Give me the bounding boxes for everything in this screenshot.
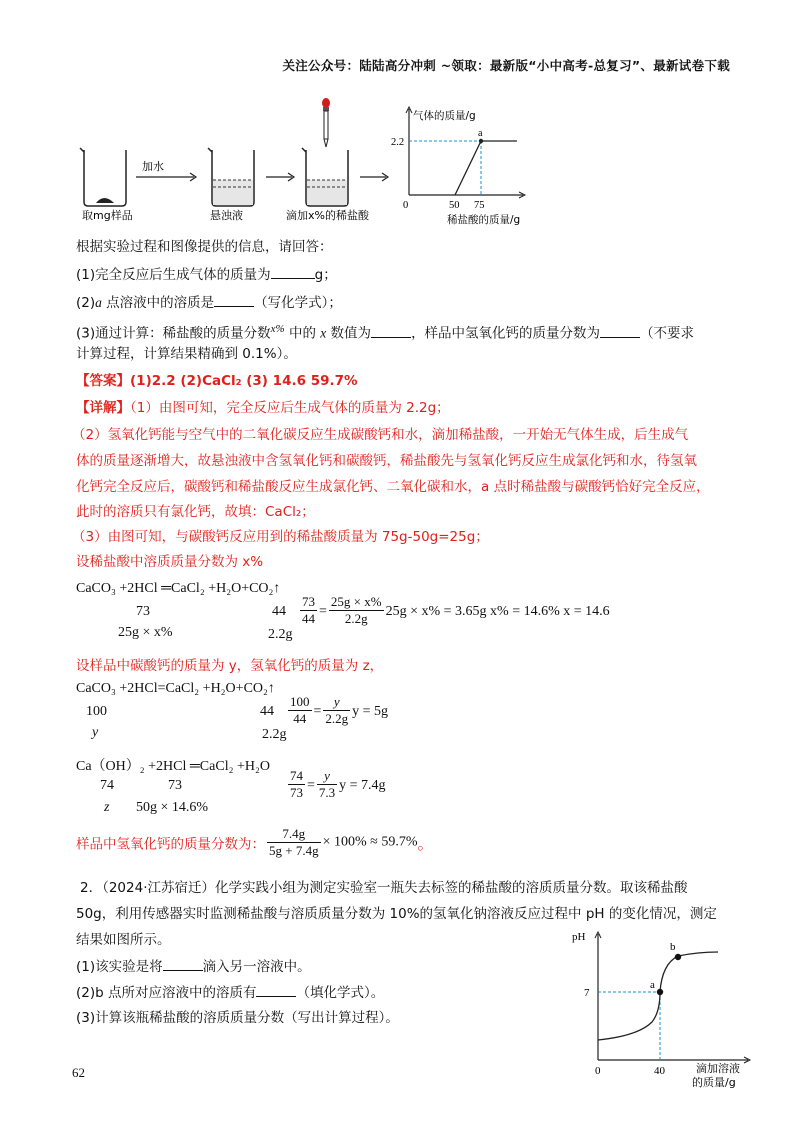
ph-curve: [598, 952, 718, 1040]
ph-graph-y-tick: 7: [584, 987, 590, 999]
ph-point-b-label: b: [670, 941, 676, 953]
q2-part2: (2)b 点所对应溶液中的溶质有 （填化学式）。: [76, 982, 384, 1003]
calc3-mass-2: 73: [168, 778, 182, 793]
calc2-mass-1: 100: [86, 704, 107, 719]
gas-mass-graph: [385, 95, 545, 235]
calc2-value-2: 2.2g: [262, 727, 287, 742]
calc2-mass-2: 44: [260, 704, 274, 719]
graph1-xlabel: 稀盐酸的质量/g: [447, 214, 521, 226]
q1-blank-4: [600, 323, 640, 338]
graph1-point-a: [479, 139, 483, 143]
final-line: 样品中氢氧化钙的质量分数为： $\frac{7.4g}{5g + 7.4g}$ × 100% ≈ 59.7%。: [76, 826, 434, 858]
detail-line-1: 【详解】（1）由图可知，完全反应后生成气体的质量为 2.2g；: [76, 400, 450, 416]
graph1-origin: 0: [403, 200, 409, 211]
dropper-icon: [322, 98, 330, 147]
q1-blank-3: [371, 323, 411, 338]
detail-line-5: 此时的溶质只有氯化钙，故填：CaCl₂；: [76, 504, 315, 520]
ph-point-b: [675, 954, 681, 960]
q2-part1: (1)该实验是将 滴入另一溶液中。: [76, 956, 311, 977]
q1-part1: (1)完全反应后生成气体的质量为 g；: [76, 264, 337, 285]
ph-graph-xlabel-1: 滴加溶液: [696, 1062, 740, 1075]
graph1-y-tick: 2.2: [391, 137, 405, 148]
calc1-value-2: 2.2g: [268, 627, 293, 642]
calc1-mass-2: 44: [272, 604, 286, 619]
calc1-value-1: 25g × x%: [118, 625, 173, 640]
q2-blank-1: [163, 956, 203, 971]
q1-part3-line2: 计算过程，计算结果精确到 0.1%）。: [76, 346, 297, 362]
detail-line-6: （3）由图可知，与碳酸钙反应用到的稀盐酸质量为 75g-50g=25g；: [72, 529, 489, 545]
calc1-proportion: $\frac{73}{44}$ = $\frac{25g \times x\%}{2.2g}$ 25g × x% = 3.65g x% = 14.6% x = 14.6: [302, 594, 610, 626]
graph1-line: [455, 141, 517, 195]
detail-line-2: （2）氢氧化钙能与空气中的二氧化碳反应生成碳酸钙和水，滴加稀盐酸，一开始无气体生成，后生成气: [72, 427, 689, 443]
calc2-intro: 设样品中碳酸钙的质量为 y，氢氧化钙的质量为 z，: [76, 658, 384, 674]
calc1-equation: CaCO₃ +2HCl ═CaCl₂ +H₂O+CO₂↑: [76, 581, 281, 596]
ph-graph-origin: 0: [595, 1065, 601, 1077]
ph-graph-ylabel: pH: [572, 931, 586, 943]
q2-line-1: 2．（2024·江苏宿迁）化学实践小组为测定实验室一瓶失去标签的稀盐酸的溶质质量分数。取该稀盐酸: [80, 880, 688, 896]
calc2-proportion: $\frac{100}{44}$ = $\frac{y}{2.2g}$ y = 5g: [290, 694, 389, 726]
ph-graph-x-tick: 40: [654, 1065, 665, 1077]
q1-intro: 根据实验过程和图像提供的信息，请回答：: [76, 239, 333, 255]
q1-blank-1: [271, 264, 315, 279]
graph1-point-a-label: a: [478, 128, 483, 139]
calc3-mass-1: 74: [100, 778, 114, 793]
graph1-x-tick-75: 75: [474, 200, 485, 211]
calc3-value-1: z: [104, 800, 110, 815]
beaker-2-label: 悬浊液: [210, 209, 243, 222]
calc2-equation: CaCO₃ +2HCl=CaCl₂ +H₂O+CO₂↑: [76, 681, 275, 696]
calc1-mass-1: 73: [136, 604, 150, 619]
calc3-proportion: $\frac{74}{73}$ = $\frac{y}{7.3}$ y = 7.4g: [290, 768, 386, 800]
q2-blank-2: [256, 982, 296, 997]
q2-part3: (3)计算该瓶稀盐酸的溶质质量分数（写出计算过程）。: [76, 1010, 399, 1026]
detail-line-7: 设稀盐酸中溶质质量分数为 x%: [76, 554, 264, 570]
beaker-2: [208, 148, 254, 206]
ph-graph-xlabel-2: 的质量/g: [692, 1076, 736, 1089]
beaker-3: [302, 148, 348, 206]
page-header: 关注公众号：陆陆高分冲刺 ~领取：最新版“小中高考-总复习”、最新试卷下载: [282, 58, 730, 73]
graph1-x-tick-50: 50: [449, 200, 460, 211]
ph-point-a: [657, 989, 663, 995]
detail-line-3: 体的质量逐渐增大，故悬浊液中含氢氧化钙和碳酸钙，稀盐酸先与氢氧化钙反应生成氯化钙和水，待氢氧: [76, 453, 697, 469]
answer-line: 【答案】(1)2.2 (2)CaCl₂ (3) 14.6 59.7%: [76, 373, 358, 389]
q1-part3: (3)通过计算：稀盐酸的质量分数$^{x\%}$ 中的 x 数值为 ，样品中氢氧化钙的质量分数为 （不要求: [76, 323, 695, 342]
arrow-1-label: 加水: [142, 160, 164, 173]
calc2-value-1: y: [92, 725, 99, 740]
detail-line-4: 化钙完全反应后，碳酸钙和稀盐酸反应生成氯化钙、二氧化碳和水，a 点时稀盐酸与碳酸钙恰好完全反应，: [76, 479, 710, 495]
calc3-equation: Ca（OH）₂ +2HCl ═CaCl₂ +H₂O: [76, 759, 270, 774]
q1-blank-2: [214, 292, 254, 307]
q2-line-2: 50g，利用传感器实时监测稀盐酸与溶质质量分数为 10%的氢氧化钠溶液反应过程中 pH 的变化情况，测定: [76, 906, 717, 922]
ph-graph: [568, 924, 768, 1094]
calc3-value-2: 50g × 14.6%: [136, 800, 209, 815]
ph-point-a-label: a: [650, 979, 655, 991]
beaker-1-label: 取mg样品: [82, 209, 133, 222]
page-number: 62: [72, 1065, 85, 1080]
graph1-ylabel: 气体的质量/g: [413, 110, 476, 122]
beaker-3-label: 滴加x%的稀盐酸: [286, 209, 369, 222]
q1-part2: (2)a 点溶液中的溶质是 （写化学式）；: [76, 292, 342, 313]
q2-line-3: 结果如图所示。: [76, 932, 171, 948]
beaker-1: [80, 148, 126, 206]
